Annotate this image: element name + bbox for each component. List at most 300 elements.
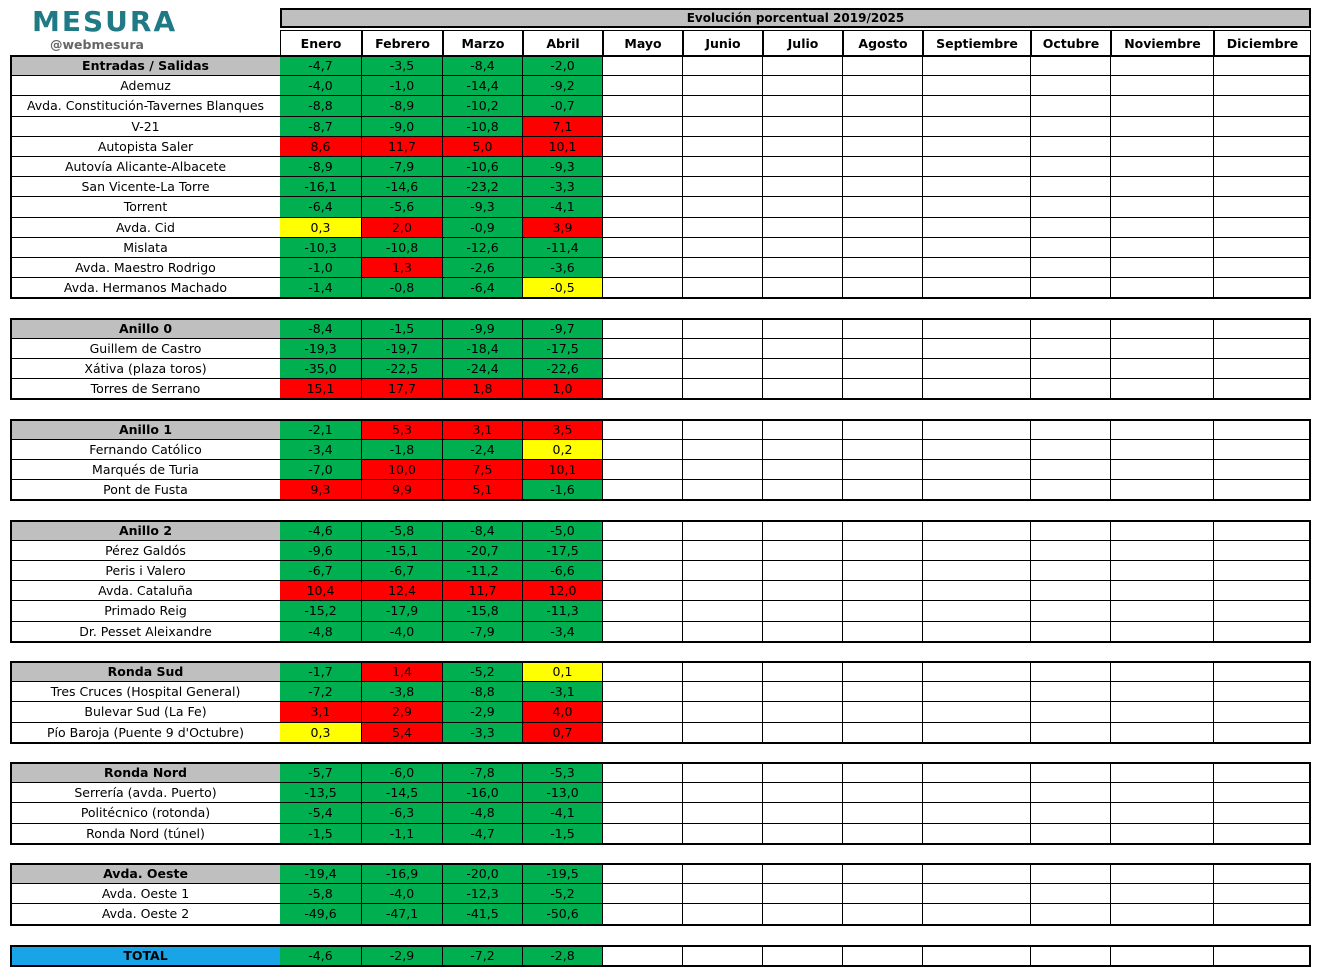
table-row-empty-4 <box>603 601 683 621</box>
table-row-empty-11 <box>1214 440 1311 460</box>
group-row-empty-6 <box>763 662 843 682</box>
group-row-value-3: 0,1 <box>523 662 603 682</box>
group-row-empty-4 <box>603 521 683 541</box>
group-row-empty-7 <box>843 763 923 783</box>
table-row-value-1: -1,8 <box>362 440 443 460</box>
total-row-empty-4 <box>603 946 683 966</box>
group-row-value-1: -16,9 <box>362 864 443 884</box>
group-row-empty-4 <box>603 319 683 339</box>
group-row-empty-10 <box>1111 56 1214 76</box>
table-row-value-3: 1,0 <box>523 379 603 399</box>
table-row-empty-9 <box>1031 339 1111 359</box>
group-row-empty-4 <box>603 763 683 783</box>
table-row-value-3: -3,1 <box>523 682 603 702</box>
table-row-empty-9 <box>1031 824 1111 844</box>
table-row-empty-9 <box>1031 622 1111 642</box>
row-label: Serrería (avda. Puerto) <box>10 783 280 803</box>
table-row-empty-6 <box>763 339 843 359</box>
table-row-empty-11 <box>1214 96 1311 116</box>
table-row-empty-5 <box>683 76 763 96</box>
table-row-value-2: -12,3 <box>443 884 523 904</box>
table-row-empty-6 <box>763 884 843 904</box>
table-row-empty-11 <box>1214 480 1311 500</box>
group-row-value-2: 3,1 <box>443 420 523 440</box>
table-row-empty-8 <box>923 622 1031 642</box>
group-row-value-0: -1,7 <box>280 662 362 682</box>
table-row-empty-10 <box>1111 884 1214 904</box>
group-row-empty-5 <box>683 662 763 682</box>
table-row-empty-11 <box>1214 117 1311 137</box>
month-header-10: Noviembre <box>1111 30 1214 56</box>
table-row-empty-10 <box>1111 904 1214 924</box>
row-label: Primado Reig <box>10 601 280 621</box>
table-row-empty-4 <box>603 258 683 278</box>
table-row-value-1: 11,7 <box>362 137 443 157</box>
table-row-empty-7 <box>843 783 923 803</box>
table-row-empty-7 <box>843 723 923 743</box>
table-row-value-3: -5,2 <box>523 884 603 904</box>
total-row-value-1: -2,9 <box>362 946 443 966</box>
table-row-empty-8 <box>923 117 1031 137</box>
group-row-value-1: -1,5 <box>362 319 443 339</box>
total-row-value-0: -4,6 <box>280 946 362 966</box>
table-row-empty-8 <box>923 682 1031 702</box>
table-row-value-2: 5,1 <box>443 480 523 500</box>
group-label: Ronda Nord <box>10 763 280 783</box>
row-label: Pío Baroja (Puente 9 d'Octubre) <box>10 723 280 743</box>
table-row-empty-5 <box>683 218 763 238</box>
table-row-value-3: -3,3 <box>523 177 603 197</box>
table-row-value-1: -6,7 <box>362 561 443 581</box>
table-row-value-1: -9,0 <box>362 117 443 137</box>
table-row-empty-11 <box>1214 723 1311 743</box>
table-row-empty-7 <box>843 157 923 177</box>
month-header-11: Diciembre <box>1214 30 1311 56</box>
month-header-9: Octubre <box>1031 30 1111 56</box>
table-row-empty-11 <box>1214 783 1311 803</box>
table-row-value-0: 0,3 <box>280 218 362 238</box>
logo-brand: MESURA <box>32 5 178 38</box>
table-row-value-3: -4,1 <box>523 197 603 217</box>
row-label: Autopista Saler <box>10 137 280 157</box>
table-row-empty-9 <box>1031 480 1111 500</box>
table-row-empty-7 <box>843 76 923 96</box>
table-row-empty-10 <box>1111 218 1214 238</box>
month-header-7: Agosto <box>843 30 923 56</box>
table-row-value-3: -9,2 <box>523 76 603 96</box>
table-row-empty-9 <box>1031 96 1111 116</box>
table-row-value-2: -24,4 <box>443 359 523 379</box>
table-row-empty-4 <box>603 117 683 137</box>
table-row-empty-5 <box>683 278 763 298</box>
table-row-empty-7 <box>843 541 923 561</box>
table-row-empty-10 <box>1111 137 1214 157</box>
table-row-empty-11 <box>1214 460 1311 480</box>
table-row-empty-9 <box>1031 359 1111 379</box>
table-row-empty-6 <box>763 137 843 157</box>
group-row-empty-4 <box>603 420 683 440</box>
table-row-empty-6 <box>763 561 843 581</box>
group-row-empty-7 <box>843 56 923 76</box>
group-row-value-2: -7,8 <box>443 763 523 783</box>
table-row-empty-4 <box>603 218 683 238</box>
table-row-value-1: -0,8 <box>362 278 443 298</box>
table-row-value-0: 0,3 <box>280 723 362 743</box>
table-row-empty-9 <box>1031 177 1111 197</box>
table-row-value-2: -2,4 <box>443 440 523 460</box>
table-row-empty-4 <box>603 137 683 157</box>
table-row-empty-7 <box>843 824 923 844</box>
table-row-empty-8 <box>923 137 1031 157</box>
group-label: Anillo 1 <box>10 420 280 440</box>
table-row-empty-7 <box>843 339 923 359</box>
table-row-value-3: 10,1 <box>523 460 603 480</box>
row-label: Tres Cruces (Hospital General) <box>10 682 280 702</box>
table-row-value-0: -1,0 <box>280 258 362 278</box>
table-row-empty-9 <box>1031 137 1111 157</box>
row-label: Torres de Serrano <box>10 379 280 399</box>
table-row-empty-5 <box>683 117 763 137</box>
table-row-empty-5 <box>683 440 763 460</box>
table-row-value-0: -1,5 <box>280 824 362 844</box>
group-row-empty-10 <box>1111 662 1214 682</box>
row-label: Avda. Hermanos Machado <box>10 278 280 298</box>
table-row-empty-4 <box>603 177 683 197</box>
group-row-value-3: -19,5 <box>523 864 603 884</box>
table-row-value-0: -7,2 <box>280 682 362 702</box>
table-row-empty-9 <box>1031 783 1111 803</box>
group-row-empty-5 <box>683 763 763 783</box>
table-row-value-3: 4,0 <box>523 702 603 722</box>
table-row-value-3: -3,4 <box>523 622 603 642</box>
row-label: Guillem de Castro <box>10 339 280 359</box>
table-row-value-0: 3,1 <box>280 702 362 722</box>
table-row-empty-8 <box>923 723 1031 743</box>
group-row-value-3: -5,0 <box>523 521 603 541</box>
table-row-empty-11 <box>1214 359 1311 379</box>
table-row-empty-4 <box>603 359 683 379</box>
group-row-empty-9 <box>1031 662 1111 682</box>
row-label: Fernando Católico <box>10 440 280 460</box>
table-row-value-2: -6,4 <box>443 278 523 298</box>
table-row-empty-5 <box>683 723 763 743</box>
total-row-empty-7 <box>843 946 923 966</box>
table-row-empty-4 <box>603 76 683 96</box>
row-label: Dr. Pesset Aleixandre <box>10 622 280 642</box>
table-row-empty-11 <box>1214 238 1311 258</box>
table-row-empty-11 <box>1214 824 1311 844</box>
table-row-value-1: -1,0 <box>362 76 443 96</box>
table-row-empty-4 <box>603 884 683 904</box>
group-row-empty-8 <box>923 420 1031 440</box>
table-row-value-0: 10,4 <box>280 581 362 601</box>
table-row-value-1: -22,5 <box>362 359 443 379</box>
table-row-empty-4 <box>603 904 683 924</box>
group-row-empty-8 <box>923 56 1031 76</box>
table-row-value-2: 5,0 <box>443 137 523 157</box>
table-row-empty-6 <box>763 824 843 844</box>
table-row-empty-7 <box>843 117 923 137</box>
table-row-empty-11 <box>1214 682 1311 702</box>
total-row-empty-11 <box>1214 946 1311 966</box>
table-row-value-2: -41,5 <box>443 904 523 924</box>
table-row-empty-6 <box>763 904 843 924</box>
table-row-empty-8 <box>923 197 1031 217</box>
group-row-empty-11 <box>1214 662 1311 682</box>
table-row-empty-8 <box>923 541 1031 561</box>
table-row-empty-4 <box>603 622 683 642</box>
table-row-value-1: -19,7 <box>362 339 443 359</box>
table-row-empty-11 <box>1214 157 1311 177</box>
table-row-value-3: -4,1 <box>523 803 603 823</box>
table-row-value-0: -9,6 <box>280 541 362 561</box>
table-row-empty-10 <box>1111 803 1214 823</box>
table-row-empty-11 <box>1214 137 1311 157</box>
table-row-empty-5 <box>683 137 763 157</box>
table-row-empty-4 <box>603 460 683 480</box>
table-row-value-2: -12,6 <box>443 238 523 258</box>
table-row-value-2: 11,7 <box>443 581 523 601</box>
table-row-value-3: 7,1 <box>523 117 603 137</box>
group-row-empty-8 <box>923 864 1031 884</box>
table-row-empty-10 <box>1111 339 1214 359</box>
group-row-empty-8 <box>923 521 1031 541</box>
table-row-value-2: -9,3 <box>443 197 523 217</box>
group-row-value-1: -3,5 <box>362 56 443 76</box>
table-title: Evolución porcentual 2019/2025 <box>280 8 1311 28</box>
table-row-value-3: -1,6 <box>523 480 603 500</box>
table-row-value-1: 5,4 <box>362 723 443 743</box>
table-row-empty-4 <box>603 561 683 581</box>
table-row-empty-11 <box>1214 76 1311 96</box>
table-row-empty-10 <box>1111 480 1214 500</box>
table-row-empty-8 <box>923 379 1031 399</box>
row-label: Pérez Galdós <box>10 541 280 561</box>
table-row-empty-5 <box>683 904 763 924</box>
row-label: V-21 <box>10 117 280 137</box>
group-row-empty-11 <box>1214 420 1311 440</box>
table-row-value-0: -10,3 <box>280 238 362 258</box>
table-row-empty-6 <box>763 258 843 278</box>
month-header-6: Julio <box>763 30 843 56</box>
group-label: Entradas / Salidas <box>10 56 280 76</box>
table-row-empty-9 <box>1031 460 1111 480</box>
table-row-empty-9 <box>1031 258 1111 278</box>
table-row-value-3: -13,0 <box>523 783 603 803</box>
table-row-empty-11 <box>1214 379 1311 399</box>
table-row-value-0: -35,0 <box>280 359 362 379</box>
table-row-empty-4 <box>603 783 683 803</box>
row-label: San Vicente-La Torre <box>10 177 280 197</box>
table-row-empty-10 <box>1111 258 1214 278</box>
table-row-empty-8 <box>923 904 1031 924</box>
table-row-value-3: -22,6 <box>523 359 603 379</box>
table-row-value-3: -17,5 <box>523 339 603 359</box>
table-row-empty-9 <box>1031 278 1111 298</box>
table-row-empty-6 <box>763 379 843 399</box>
table-row-value-1: -8,9 <box>362 96 443 116</box>
table-row-empty-6 <box>763 359 843 379</box>
table-row-value-2: -10,8 <box>443 117 523 137</box>
table-row-value-1: -5,6 <box>362 197 443 217</box>
table-row-empty-11 <box>1214 581 1311 601</box>
table-row-empty-9 <box>1031 541 1111 561</box>
table-row-value-1: 1,3 <box>362 258 443 278</box>
logo-handle: @webmesura <box>50 37 144 52</box>
total-row-empty-10 <box>1111 946 1214 966</box>
table-row-empty-7 <box>843 238 923 258</box>
table-row-empty-6 <box>763 480 843 500</box>
table-row-empty-8 <box>923 783 1031 803</box>
group-row-empty-6 <box>763 864 843 884</box>
group-label: Avda. Oeste <box>10 864 280 884</box>
table-row-empty-5 <box>683 541 763 561</box>
table-row-empty-11 <box>1214 218 1311 238</box>
group-label: Ronda Sud <box>10 662 280 682</box>
table-row-empty-10 <box>1111 157 1214 177</box>
table-row-empty-6 <box>763 157 843 177</box>
table-row-empty-7 <box>843 601 923 621</box>
table-row-empty-5 <box>683 258 763 278</box>
table-row-empty-10 <box>1111 783 1214 803</box>
table-row-value-0: -8,8 <box>280 96 362 116</box>
table-row-empty-9 <box>1031 601 1111 621</box>
table-row-empty-6 <box>763 581 843 601</box>
table-row-empty-6 <box>763 622 843 642</box>
table-row-empty-8 <box>923 157 1031 177</box>
table-row-value-0: -3,4 <box>280 440 362 460</box>
group-row-empty-10 <box>1111 864 1214 884</box>
table-row-value-1: 9,9 <box>362 480 443 500</box>
total-row-empty-6 <box>763 946 843 966</box>
table-row-empty-10 <box>1111 601 1214 621</box>
row-label: Mislata <box>10 238 280 258</box>
group-row-value-1: -5,8 <box>362 521 443 541</box>
table-row-value-1: -4,0 <box>362 884 443 904</box>
group-row-value-3: -5,3 <box>523 763 603 783</box>
table-row-empty-10 <box>1111 581 1214 601</box>
group-row-empty-5 <box>683 319 763 339</box>
table-row-empty-7 <box>843 137 923 157</box>
table-row-value-2: -10,2 <box>443 96 523 116</box>
group-row-empty-5 <box>683 420 763 440</box>
table-row-value-0: -7,0 <box>280 460 362 480</box>
table-row-empty-6 <box>763 723 843 743</box>
table-row-empty-4 <box>603 238 683 258</box>
table-row-value-3: -1,5 <box>523 824 603 844</box>
table-row-value-3: -0,5 <box>523 278 603 298</box>
row-label: Autovía Alicante-Albacete <box>10 157 280 177</box>
table-row-value-2: -10,6 <box>443 157 523 177</box>
table-row-empty-10 <box>1111 197 1214 217</box>
table-row-value-0: 15,1 <box>280 379 362 399</box>
table-row-empty-6 <box>763 541 843 561</box>
row-label: Avda. Constitución-Tavernes Blanques <box>10 96 280 116</box>
table-row-value-1: -15,1 <box>362 541 443 561</box>
month-header-0: Enero <box>280 30 362 56</box>
table-row-value-2: -15,8 <box>443 601 523 621</box>
group-row-empty-10 <box>1111 521 1214 541</box>
table-row-value-2: -20,7 <box>443 541 523 561</box>
table-row-value-3: 10,1 <box>523 137 603 157</box>
table-row-empty-6 <box>763 803 843 823</box>
table-row-value-1: -14,5 <box>362 783 443 803</box>
table-row-empty-10 <box>1111 238 1214 258</box>
table-row-empty-8 <box>923 96 1031 116</box>
table-row-value-2: -2,9 <box>443 702 523 722</box>
table-row-value-1: 17,7 <box>362 379 443 399</box>
group-row-value-2: -8,4 <box>443 56 523 76</box>
table-row-empty-7 <box>843 702 923 722</box>
group-row-value-0: -19,4 <box>280 864 362 884</box>
month-header-1: Febrero <box>362 30 443 56</box>
month-header-2: Marzo <box>443 30 523 56</box>
table-row-empty-6 <box>763 783 843 803</box>
table-row-empty-8 <box>923 440 1031 460</box>
table-row-empty-8 <box>923 76 1031 96</box>
group-row-empty-8 <box>923 319 1031 339</box>
group-row-empty-9 <box>1031 763 1111 783</box>
table-row-value-1: -3,8 <box>362 682 443 702</box>
group-row-empty-8 <box>923 662 1031 682</box>
table-row-empty-11 <box>1214 541 1311 561</box>
group-row-value-3: 3,5 <box>523 420 603 440</box>
table-row-empty-5 <box>683 601 763 621</box>
table-row-value-3: -9,3 <box>523 157 603 177</box>
table-row-empty-5 <box>683 238 763 258</box>
group-row-empty-4 <box>603 864 683 884</box>
table-row-empty-9 <box>1031 157 1111 177</box>
table-row-empty-8 <box>923 177 1031 197</box>
group-row-empty-9 <box>1031 521 1111 541</box>
group-row-value-2: -8,4 <box>443 521 523 541</box>
group-row-empty-11 <box>1214 763 1311 783</box>
table-row-empty-7 <box>843 803 923 823</box>
group-row-empty-9 <box>1031 319 1111 339</box>
table-row-empty-5 <box>683 803 763 823</box>
group-row-empty-11 <box>1214 864 1311 884</box>
group-label: Anillo 2 <box>10 521 280 541</box>
table-row-value-1: -4,0 <box>362 622 443 642</box>
table-row-value-2: -23,2 <box>443 177 523 197</box>
group-row-empty-6 <box>763 56 843 76</box>
table-row-empty-4 <box>603 379 683 399</box>
group-row-empty-4 <box>603 662 683 682</box>
table-row-empty-5 <box>683 480 763 500</box>
table-row-empty-4 <box>603 339 683 359</box>
group-row-empty-6 <box>763 319 843 339</box>
table-row-value-3: -6,6 <box>523 561 603 581</box>
table-row-empty-7 <box>843 682 923 702</box>
table-row-empty-11 <box>1214 258 1311 278</box>
table-row-value-2: 7,5 <box>443 460 523 480</box>
table-row-empty-4 <box>603 96 683 116</box>
table-row-empty-6 <box>763 601 843 621</box>
table-row-value-1: -14,6 <box>362 177 443 197</box>
table-row-empty-10 <box>1111 682 1214 702</box>
table-row-empty-10 <box>1111 824 1214 844</box>
table-row-empty-5 <box>683 197 763 217</box>
table-row-empty-7 <box>843 278 923 298</box>
table-row-empty-7 <box>843 197 923 217</box>
group-row-empty-7 <box>843 319 923 339</box>
table-row-empty-11 <box>1214 884 1311 904</box>
group-row-empty-7 <box>843 864 923 884</box>
table-row-empty-5 <box>683 622 763 642</box>
table-row-empty-7 <box>843 622 923 642</box>
table-row-empty-5 <box>683 339 763 359</box>
table-row-value-0: 9,3 <box>280 480 362 500</box>
